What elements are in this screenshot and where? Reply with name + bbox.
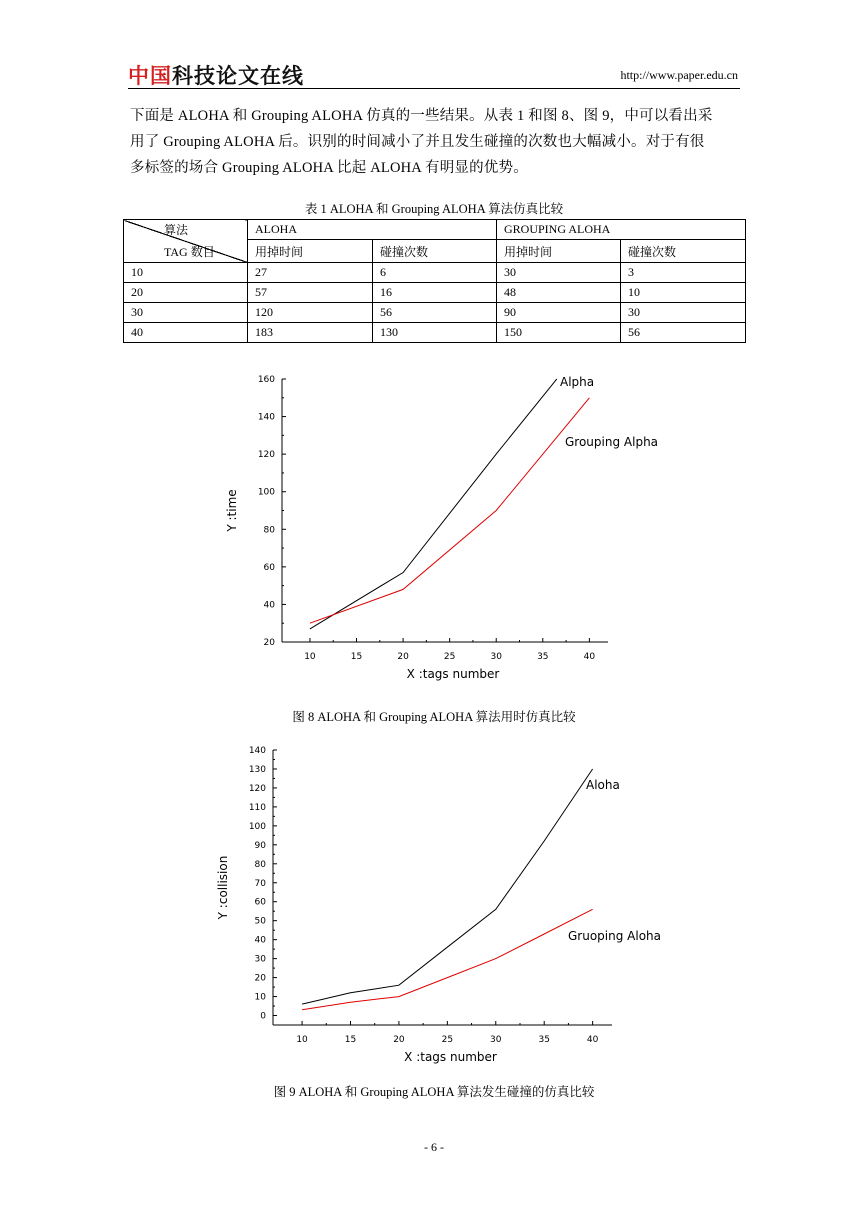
x-tick-label: 35 [537, 652, 549, 662]
header-grouping-aloha: GROUPING ALOHA [497, 220, 746, 240]
y-tick-label: 90 [254, 840, 266, 851]
corner-label-algorithm: 算法 [164, 223, 189, 237]
x-tick-label: 40 [583, 652, 596, 662]
y-tick-label: 30 [254, 954, 266, 965]
y-tick-label: 120 [248, 783, 266, 794]
table-cell: 27 [248, 263, 373, 283]
y-tick-label: 60 [254, 897, 266, 908]
subheader-time: 用掉时间 [497, 240, 621, 263]
x-tick-label: 30 [490, 1035, 502, 1045]
table-cell: 30 [621, 303, 746, 323]
subheader-collisions: 碰撞次数 [373, 240, 497, 263]
x-tick-label: 15 [350, 652, 363, 662]
x-tick-label: 10 [296, 1035, 308, 1045]
chart-1-group [225, 375, 658, 681]
y-tick-label: 140 [248, 746, 266, 756]
y-tick-label: 40 [263, 600, 275, 611]
paragraph-line: 下面是 ALOHA 和 Grouping ALOHA 仿真的一些结果。从表 1 和图 8、图 9，中可以看出采 [130, 108, 713, 124]
y-tick-label: 60 [263, 562, 275, 573]
table-cell: 130 [373, 323, 497, 343]
series-line-grouping-aloha [302, 909, 592, 1010]
x-tick-label: 20 [393, 1035, 405, 1045]
table-cell: 56 [621, 323, 746, 343]
y-axis-label: Y :collision [216, 855, 230, 920]
y-tick-label: 20 [263, 638, 275, 648]
table-cell: 120 [248, 303, 373, 323]
y-tick-label: 130 [248, 764, 266, 775]
header-aloha: ALOHA [248, 220, 497, 240]
y-axis-label: Y :time [225, 489, 239, 532]
y-tick-label: 110 [248, 802, 266, 813]
x-tick-label: 15 [344, 1035, 357, 1045]
page-number: - 6 - [424, 1140, 444, 1154]
figure-8-caption: 图 8 ALOHA 和 Grouping ALOHA 算法用时仿真比较 [292, 710, 576, 724]
x-tick-label: 20 [397, 652, 409, 662]
series-line-aloha [310, 379, 557, 629]
x-tick-label: 30 [490, 652, 502, 662]
table-cell: 48 [497, 283, 621, 303]
y-tick-label: 10 [254, 992, 266, 1003]
table-cell: 10 [621, 283, 746, 303]
paragraph-line: 用了 Grouping ALOHA 后。识别的时间减小了并且发生碰撞的次数也大幅减小。对于有很 [130, 134, 705, 150]
y-tick-label: 20 [254, 973, 266, 984]
series-line-grouping-aloha [310, 398, 590, 623]
y-tick-label: 80 [254, 859, 266, 870]
table-cell: 16 [373, 283, 497, 303]
x-axis-label: X :tags number [406, 667, 500, 681]
table-cell: 20 [124, 283, 248, 303]
x-tick-label: 25 [441, 1035, 454, 1045]
y-tick-label: 140 [257, 412, 275, 423]
y-tick-label: 70 [254, 878, 266, 889]
series-label: Alpha [560, 375, 595, 389]
header-url[interactable]: http://www.paper.edu.cn [620, 68, 738, 82]
table-cell: 183 [248, 323, 373, 343]
table-cell: 3 [621, 263, 746, 283]
y-tick-label: 80 [263, 525, 275, 536]
series-label: Grouping Alpha [565, 435, 659, 449]
series-line-aloha [302, 769, 592, 1004]
series-label: Gruoping Aloha [568, 929, 662, 943]
y-tick-label: 50 [254, 916, 266, 927]
series-label: Aloha [586, 778, 620, 792]
y-tick-label: 100 [257, 487, 275, 498]
table-cell: 56 [373, 303, 497, 323]
table-cell: 57 [248, 283, 373, 303]
y-tick-label: 160 [257, 375, 275, 385]
table-cell: 150 [497, 323, 621, 343]
x-tick-label: 10 [304, 652, 316, 662]
x-tick-label: 40 [586, 1035, 599, 1045]
y-tick-label: 0 [260, 1011, 266, 1022]
x-axis-label: X :tags number [404, 1050, 497, 1064]
table-cell: 30 [497, 263, 621, 283]
y-tick-label: 120 [257, 450, 275, 461]
table-cell: 6 [373, 263, 497, 283]
subheader-time: 用掉时间 [248, 240, 373, 263]
subheader-collisions: 碰撞次数 [621, 240, 746, 263]
journal-logo: 中国科技论文在线 [128, 64, 304, 88]
table-cell: 90 [497, 303, 621, 323]
table-cell: 10 [124, 263, 248, 283]
table-cell: 30 [124, 303, 248, 323]
chart-2-group [216, 746, 661, 1064]
x-tick-label: 35 [538, 1035, 550, 1045]
table-cell: 40 [124, 323, 248, 343]
corner-label-tags: TAG 数目 [164, 245, 215, 259]
y-tick-label: 40 [254, 935, 266, 946]
table-caption: 表 1 ALOHA 和 Grouping ALOHA 算法仿真比较 [304, 202, 564, 216]
figure-9-caption: 图 9 ALOHA 和 Grouping ALOHA 算法发生碰撞的仿真比较 [273, 1085, 595, 1099]
x-tick-label: 25 [443, 652, 456, 662]
y-tick-label: 100 [248, 821, 266, 832]
paragraph-line: 多标签的场合 Grouping ALOHA 比起 ALOHA 有明显的优势。 [130, 160, 528, 176]
